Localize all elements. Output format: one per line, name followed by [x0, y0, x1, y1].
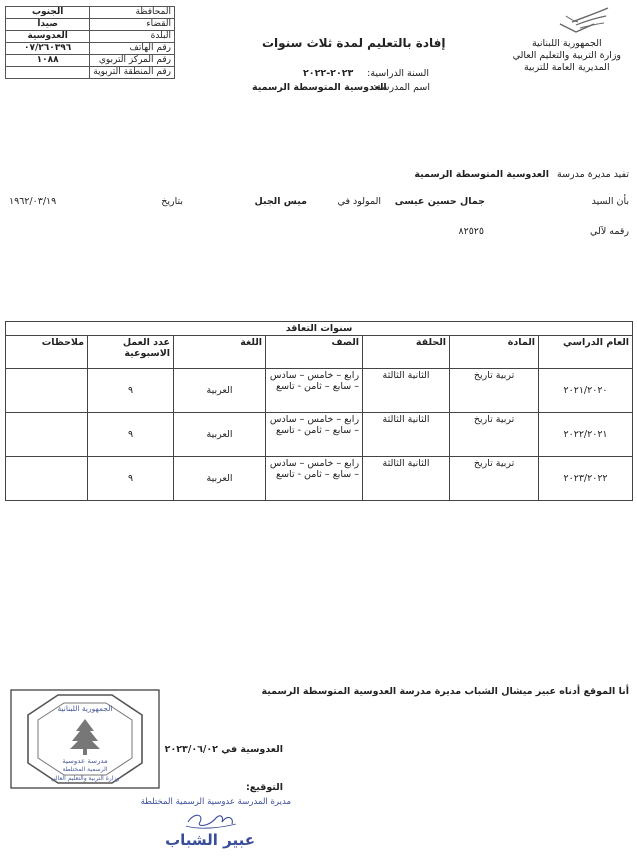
person-prefix: بأن السيد [591, 196, 629, 207]
cell-year: ٢٠٢٣/٢٠٢٢ [539, 457, 633, 501]
info-row [6, 31, 175, 43]
document-title: إفادة بالتعليم لمدة ثلاث سنوات [262, 36, 446, 50]
cell-notes [6, 413, 88, 457]
republic-name: الجمهورية اللبنانية [531, 38, 602, 49]
info-value: الجنوب [6, 7, 90, 19]
table-caption: سنوات التعاقد [6, 322, 633, 336]
column-header: الصف [266, 336, 363, 369]
academic-year-label: السنة الدراسية: [367, 68, 429, 79]
cell-cycle: الثانية الثالثة [363, 413, 450, 457]
cell-year: ٢٠٢٢/٢٠٢١ [539, 413, 633, 457]
location-info-table [5, 6, 175, 79]
contract-years-table [5, 321, 633, 501]
ministry-name: وزارة التربية والتعليم العالي [512, 50, 621, 61]
column-header: اللغة [174, 336, 266, 369]
academic-year-value: ٢٠٢٣-٢٠٢٢ [303, 68, 354, 79]
date-label: بتاريخ [161, 196, 183, 207]
cell-notes [6, 457, 88, 501]
handwritten-signature [180, 808, 240, 832]
info-value: العدوسية [6, 31, 90, 43]
cell-grade: رابع – خامس – سادس – سابع – ثامن - تاسع [266, 457, 363, 501]
cell-hours: ٩ [88, 457, 174, 501]
info-label: المحافظة [90, 7, 175, 19]
stamp-top-text: الجمهورية اللبنانية [57, 704, 113, 713]
cell-language: العربية [174, 413, 266, 457]
table-row [6, 369, 633, 413]
birth-date: ١٩٦٢/٠٣/١٩ [9, 196, 57, 207]
cell-subject: تربية تاريخ [450, 413, 539, 457]
info-value: ٠٧/٢٦٠٣٩٦ [6, 43, 90, 55]
info-value [6, 67, 90, 79]
column-header: ملاحظات [6, 336, 88, 369]
info-label: رقم المنطقة التربوية [90, 67, 175, 79]
info-label: رقم المركز التربوي [90, 55, 175, 67]
column-header: عدد العمل الاسبوعية [88, 336, 174, 369]
info-row [6, 19, 175, 31]
born-label: المولود في [337, 196, 381, 207]
info-row [6, 43, 175, 55]
signature-label: التوقيع: [245, 782, 283, 793]
table-row [6, 413, 633, 457]
registration-number: ٨٢٥٢٥ [458, 226, 484, 237]
intro-school: العدوسية المتوسطة الرسمية [414, 169, 549, 180]
registration-label: رقمه لآلي [590, 226, 629, 237]
cell-language: العربية [174, 369, 266, 413]
cell-subject: تربية تاريخ [450, 369, 539, 413]
cell-grade: رابع – خامس – سادس – سابع – ثامن - تاسع [266, 413, 363, 457]
ministry-logo [542, 2, 612, 36]
cell-grade: رابع – خامس – سادس – سابع – ثامن - تاسع [266, 369, 363, 413]
info-label: القضاء [90, 19, 175, 31]
cell-subject: تربية تاريخ [450, 457, 539, 501]
born-place: ميس الجبل [254, 196, 307, 207]
info-row [6, 7, 175, 19]
ministry-header [513, 38, 621, 74]
school-name-label: اسم المدرسة: [373, 82, 430, 93]
cell-year: ٢٠٢١/٢٠٢٠ [539, 369, 633, 413]
place-date: العدوسية في ٢٠٢٣/٠٦/٠٢ [164, 744, 283, 755]
declaration-text: أنا الموقع أدناه عبير ميشال الشباب مديرة مدرسة العدوسية المتوسطة الرسمية [261, 686, 629, 697]
cell-cycle: الثانية الثالثة [363, 457, 450, 501]
stamp-school-text: مدرسة عدوسية [62, 757, 108, 765]
column-header: العام الدراسي [539, 336, 633, 369]
column-header: المادة [450, 336, 539, 369]
school-name-value: العدوسية المتوسطة الرسمية [252, 82, 387, 93]
info-row [6, 67, 175, 79]
info-label: البلدة [90, 31, 175, 43]
info-value: صيدا [6, 19, 90, 31]
cell-cycle: الثانية الثالثة [363, 369, 450, 413]
person-name: جمال حسين عيسى [394, 196, 485, 207]
table-row [6, 457, 633, 501]
cell-hours: ٩ [88, 413, 174, 457]
official-stamp [10, 689, 160, 789]
stamp-bottom-text: وزارة التربية والتعليم العالي [50, 775, 120, 782]
column-header: الحلقة [363, 336, 450, 369]
cell-language: العربية [174, 457, 266, 501]
cell-notes [6, 369, 88, 413]
cell-hours: ٩ [88, 369, 174, 413]
directorate-name: المديرية العامة للتربية [523, 62, 610, 73]
cedar-icon [70, 719, 100, 755]
stamp-school-text-2: الرسمية المختلطة [62, 766, 108, 773]
signature-title: مديرة المدرسة عدوسية الرسمية المختلطة [140, 797, 291, 807]
intro-prefix: تفيد مديرة مدرسة [557, 169, 629, 180]
info-label: رقم الهاتف [90, 43, 175, 55]
signature-name: عبير الشباب [165, 831, 255, 849]
info-value: ١٠٨٨ [6, 55, 90, 67]
info-row [6, 55, 175, 67]
